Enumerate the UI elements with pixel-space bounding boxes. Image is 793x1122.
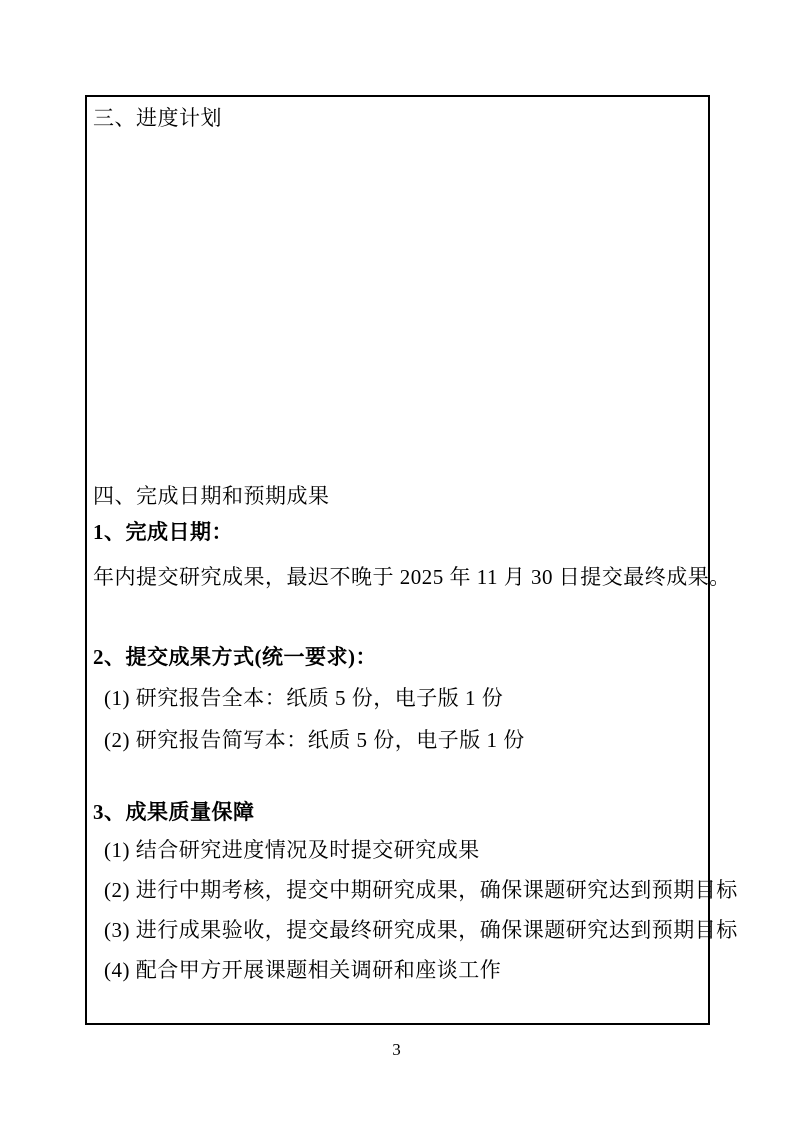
quality-assurance-item-2: (2) 进行中期考核，提交中期研究成果，确保课题研究达到预期目标	[104, 878, 738, 902]
page-number: 3	[392, 1040, 401, 1059]
section4-title: 四、完成日期和预期成果	[93, 484, 330, 508]
quality-assurance-item-4: (4) 配合甲方开展课题相关调研和座谈工作	[104, 958, 502, 982]
submission-method-item-1: (1) 研究报告全本：纸质 5 份，电子版 1 份	[104, 686, 504, 710]
quality-assurance-item-3: (3) 进行成果验收，提交最终研究成果，确保课题研究达到预期目标	[104, 918, 738, 942]
completion-date-body: 年内提交研究成果，最迟不晚于 2025 年 11 月 30 日提交最终成果。	[93, 565, 731, 589]
form-table	[85, 95, 738, 1025]
completion-date-heading: 1、完成日期：	[93, 520, 233, 544]
quality-assurance-heading: 3、成果质量保障	[93, 800, 255, 824]
submission-method-item-2: (2) 研究报告简写本：纸质 5 份，电子版 1 份	[104, 728, 525, 752]
quality-assurance-item-1: (1) 结合研究进度情况及时提交研究成果	[104, 838, 480, 862]
submission-method-heading: 2、提交成果方式(统一要求)：	[93, 645, 377, 669]
section3-title: 三、进度计划	[93, 106, 222, 130]
